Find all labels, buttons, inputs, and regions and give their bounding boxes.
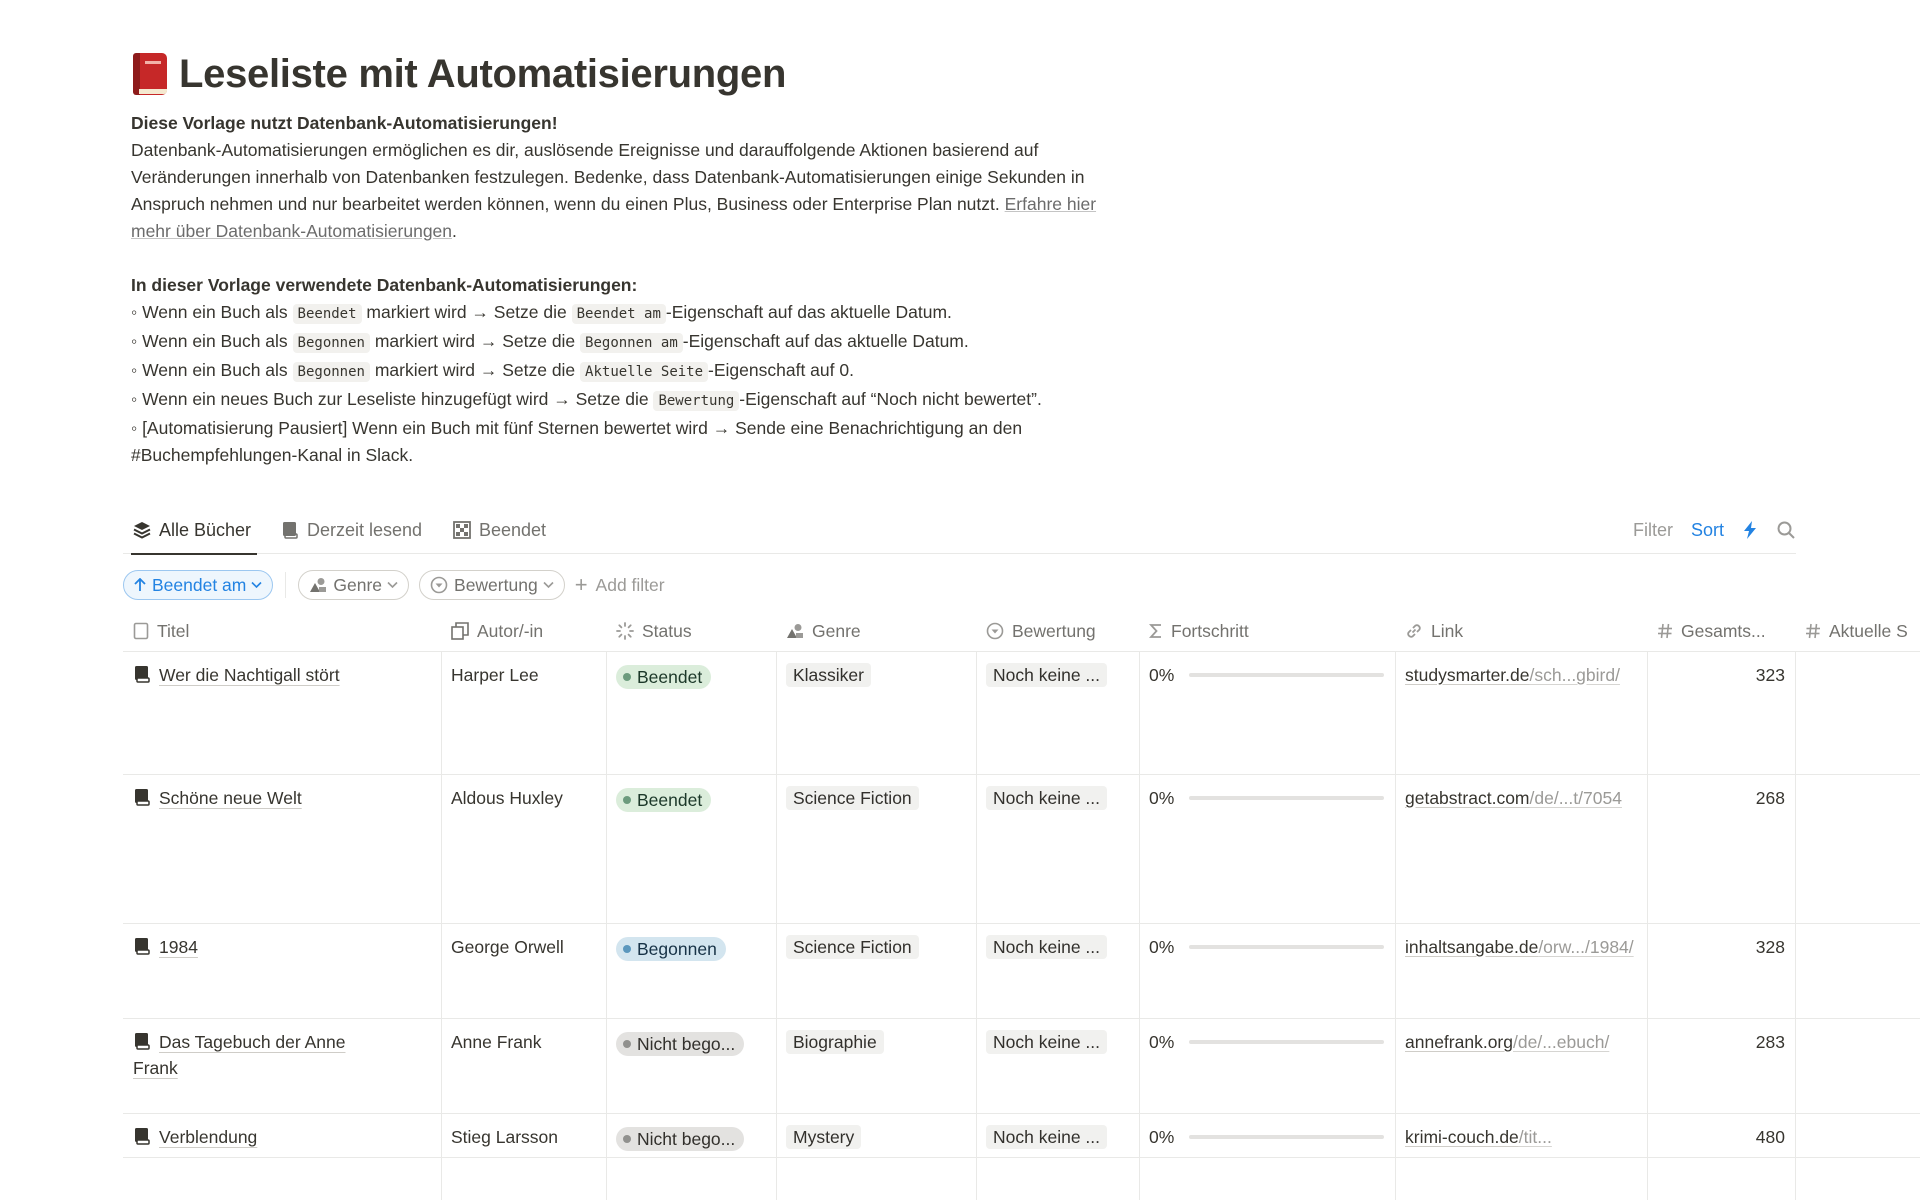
page-description: [131, 110, 1116, 469]
column-header-aktuelle-seite[interactable]: Aktuelle S: [1795, 610, 1920, 652]
code-begonnen: Begonnen: [293, 362, 370, 382]
progress-label: 0%: [1149, 937, 1175, 957]
current-page-cell[interactable]: [1795, 653, 1920, 774]
table-row[interactable]: [123, 1115, 1920, 1158]
author-cell[interactable]: George Orwell: [451, 937, 564, 957]
tab-derzeit-lesend[interactable]: [281, 506, 422, 554]
status-cell[interactable]: [606, 653, 776, 774]
link-path[interactable]: /de/...ebuch/: [1513, 1032, 1610, 1052]
current-page-cell[interactable]: [1795, 925, 1920, 1018]
rating-tag: Noch keine ...: [986, 786, 1107, 810]
shapes-icon: [786, 623, 804, 639]
author-cell[interactable]: Harper Lee: [451, 665, 539, 685]
red-book-icon[interactable]: [131, 51, 169, 97]
genre-cell[interactable]: [776, 1020, 976, 1113]
total-pages-cell[interactable]: 323: [1755, 665, 1785, 685]
progress-cell: [1139, 925, 1395, 1018]
code-aktuelle-seite: Aktuelle Seite: [580, 362, 708, 382]
progress-label: 0%: [1149, 788, 1175, 808]
intro-text: Datenbank-Automatisierungen ermöglichen es dir, auslösende Ereignisse und darauffolgende Aktionen basierend auf Veränderungen innerhalb von Datenbanken festzulegen. Bedenke, dass Datenbank-Automatisierungen einige Sekunden in Anspruch nehmen und nur bearbeitet werden können, wenn du einen Plus, Business oder Enterprise Plan nutzt.: [131, 140, 1085, 214]
rating-chip-label: Bewertung: [454, 574, 538, 595]
link-icon: [1405, 622, 1423, 640]
status-badge: Begonnen: [616, 937, 726, 961]
rating-cell[interactable]: [976, 1115, 1139, 1157]
table-row[interactable]: [123, 1020, 1920, 1114]
learn-more-link[interactable]: Erfahre hier mehr über Datenbank-Automatisierungen: [131, 194, 1097, 241]
link-domain[interactable]: getabstract.com: [1405, 788, 1530, 808]
automations-heading: In dieser Vorlage verwendete Datenbank-Automatisierungen:: [131, 275, 638, 295]
book-page-icon: [133, 665, 151, 683]
progress-label: 0%: [1149, 1032, 1175, 1052]
rating-tag: Noch keine ...: [986, 1125, 1107, 1149]
book-title[interactable]: Schöne neue Welt: [159, 788, 302, 808]
page-icon: [133, 622, 149, 640]
total-pages-cell[interactable]: 268: [1755, 788, 1785, 808]
view-tabs: [123, 506, 1796, 554]
genre-cell[interactable]: [776, 925, 976, 1018]
column-header-link[interactable]: Link: [1395, 610, 1647, 652]
arrow-up-icon: [134, 578, 146, 592]
rating-cell[interactable]: [976, 653, 1139, 774]
search-icon[interactable]: [1776, 520, 1796, 540]
genre-tag: Klassiker: [786, 663, 871, 687]
rating-cell[interactable]: [976, 925, 1139, 1018]
filter-button[interactable]: Filter: [1632, 519, 1673, 540]
link-cell[interactable]: [1395, 1115, 1647, 1157]
status-spinner-icon: [616, 622, 634, 640]
link-domain[interactable]: annefrank.org: [1405, 1032, 1513, 1052]
chevron-down-icon: [387, 581, 398, 589]
progress-label: 0%: [1149, 665, 1175, 685]
chevron-down-icon: [543, 581, 554, 589]
book-page-icon: [133, 1127, 151, 1145]
current-page-cell[interactable]: [1795, 776, 1920, 923]
link-cell[interactable]: [1395, 776, 1647, 923]
link-path[interactable]: /sch...gbird/: [1529, 665, 1620, 685]
table-row[interactable]: [123, 925, 1920, 1019]
column-header-titel[interactable]: Titel: [123, 610, 441, 652]
rating-filter-chip[interactable]: [419, 570, 565, 600]
progress-bar: [1189, 1040, 1384, 1044]
books-icon: [451, 622, 469, 640]
automation-item: ◦ Wenn ein neues Buch zur Leseliste hinzugefügt wird → Setze die Bewertung -Eigenschaft auf “Noch nicht bewertet”.: [131, 389, 1042, 409]
number-icon: [1657, 623, 1673, 639]
view-toolbar: [1633, 506, 1796, 554]
link-cell[interactable]: [1395, 653, 1647, 774]
rating-tag: Noch keine ...: [986, 663, 1107, 687]
table-row[interactable]: [123, 776, 1920, 924]
tab-label: Alle Bücher: [159, 519, 252, 540]
intro-paragraph: Datenbank-Automatisierungen ermöglichen es dir, auslösende Ereignisse und darauffolgende Aktionen basierend auf Veränderungen innerhalb von Datenbanken festzulegen. Bedenke, dass Datenbank-Automatisierungen einige Sekunden in Anspruch nehmen und nur bearbeitet werden können, wenn du einen Plus, Business oder Enterprise Plan nutzt. Erfahre hier mehr über Datenbank-Automatisierungen.: [131, 140, 1097, 241]
total-pages-cell[interactable]: 328: [1755, 937, 1785, 957]
genre-cell[interactable]: [776, 1115, 976, 1157]
book-title[interactable]: Verblendung: [159, 1127, 258, 1147]
link-path[interactable]: /tit...: [1518, 1127, 1552, 1147]
tab-label: Beendet: [479, 519, 547, 540]
filter-bar: [123, 569, 665, 601]
number-icon: [1805, 623, 1821, 639]
genre-tag: Mystery: [786, 1125, 861, 1149]
title-cell[interactable]: [123, 653, 441, 774]
code-beendet-am: Beendet am: [572, 304, 666, 324]
status-cell[interactable]: [606, 1115, 776, 1157]
status-cell[interactable]: [606, 925, 776, 1018]
rating-tag: Noch keine ...: [986, 935, 1107, 959]
title-cell[interactable]: [123, 776, 441, 923]
sort-chip-label: Beendet am: [152, 574, 247, 595]
lightning-icon[interactable]: [1742, 520, 1758, 540]
select-circle-icon: [430, 576, 448, 594]
add-filter-label: Add filter: [595, 574, 665, 595]
title-cell[interactable]: [123, 1020, 373, 1113]
link-path[interactable]: /orw.../1984/: [1538, 937, 1634, 957]
stack-icon: [133, 521, 151, 539]
automation-item: ◦ [Automatisierung Pausiert] Wenn ein Buch mit fünf Sternen bewertet wird → Sende eine Benachrichtigung an den #Buchempfehlungen-Kanal in Slack.: [131, 418, 1023, 465]
automation-item: ◦ Wenn ein Buch als Beendet markiert wird → Setze die Beendet am -Eigenschaft auf das aktuelle Datum.: [131, 302, 952, 322]
status-cell[interactable]: [606, 776, 776, 923]
genre-filter-chip[interactable]: [298, 570, 409, 600]
tab-beendet[interactable]: [453, 506, 546, 554]
book-page-icon: [133, 788, 151, 806]
code-begonnen: Begonnen: [293, 333, 370, 353]
progress-cell: [1139, 1115, 1395, 1157]
current-page-cell[interactable]: [1795, 1020, 1920, 1113]
progress-bar: [1189, 673, 1384, 677]
book-page-icon: [133, 1032, 151, 1050]
genre-cell[interactable]: [776, 776, 976, 923]
progress-bar: [1189, 796, 1384, 800]
sigma-icon: [1149, 623, 1163, 639]
link-cell[interactable]: [1395, 925, 1647, 1018]
shapes-icon: [309, 577, 327, 593]
table-header: [123, 610, 1920, 652]
column-header-fortschritt[interactable]: Fortschritt: [1139, 610, 1395, 652]
book-page-icon: [133, 937, 151, 955]
sort-chip[interactable]: [123, 570, 273, 600]
checkered-flag-icon: [453, 521, 471, 539]
genre-chip-label: Genre: [333, 574, 383, 595]
link-path[interactable]: /de/...t/7054: [1529, 788, 1622, 808]
progress-label: 0%: [1149, 1127, 1175, 1147]
automation-item: ◦ Wenn ein Buch als Begonnen markiert wird → Setze die Aktuelle Seite -Eigenschaft auf 0.: [131, 360, 854, 380]
genre-tag: Science Fiction: [786, 935, 919, 959]
column-header-autor[interactable]: Autor/-in: [441, 610, 606, 652]
page-title[interactable]: Leseliste mit Automatisierungen: [179, 51, 787, 96]
genre-tag: Biographie: [786, 1030, 884, 1054]
status-badge: Beendet: [616, 665, 711, 689]
sort-button[interactable]: Sort: [1690, 519, 1724, 540]
column-header-gesamtseiten[interactable]: Gesamts...: [1647, 610, 1795, 652]
link-cell[interactable]: [1395, 1020, 1647, 1113]
book-title[interactable]: Das Tagebuch der Anne Frank: [133, 1032, 346, 1078]
rating-cell[interactable]: [976, 1020, 1139, 1113]
column-header-bewertung[interactable]: Bewertung: [976, 610, 1139, 652]
title-cell[interactable]: [123, 925, 441, 1018]
status-badge: Beendet: [616, 788, 711, 812]
book-icon: [281, 521, 299, 539]
rating-tag: Noch keine ...: [986, 1030, 1107, 1054]
author-cell[interactable]: Anne Frank: [451, 1032, 542, 1052]
table-row[interactable]: [123, 653, 1920, 775]
total-pages-cell[interactable]: 480: [1755, 1127, 1785, 1147]
add-filter-button[interactable]: [575, 574, 665, 596]
status-cell[interactable]: [606, 1020, 776, 1113]
progress-bar: [1189, 945, 1384, 949]
total-pages-cell[interactable]: 283: [1755, 1032, 1785, 1052]
intro-heading: Diese Vorlage nutzt Datenbank-Automatisierungen!: [131, 113, 558, 133]
current-page-cell[interactable]: [1795, 1115, 1920, 1157]
title-cell[interactable]: [123, 1115, 441, 1157]
tab-alle-buecher[interactable]: [133, 506, 251, 554]
author-cell[interactable]: Stieg Larsson: [451, 1127, 559, 1147]
page-header: [131, 48, 1131, 100]
page-content: [131, 48, 1131, 469]
progress-cell: [1139, 776, 1395, 923]
link-domain[interactable]: studysmarter.de: [1405, 665, 1530, 685]
progress-cell: [1139, 1020, 1395, 1113]
book-title[interactable]: Wer die Nachtigall stört: [159, 665, 340, 685]
rating-cell[interactable]: [976, 776, 1139, 923]
plus-icon: +: [574, 572, 588, 597]
link-domain[interactable]: inhaltsangabe.de: [1405, 937, 1539, 957]
status-badge: Nicht bego...: [616, 1127, 744, 1151]
book-title[interactable]: 1984: [159, 937, 198, 957]
column-header-genre[interactable]: Genre: [776, 610, 976, 652]
author-cell[interactable]: Aldous Huxley: [451, 788, 563, 808]
tab-label: Derzeit lesend: [307, 519, 423, 540]
code-beendet: Beendet: [293, 304, 362, 324]
progress-bar: [1189, 1135, 1384, 1139]
link-domain[interactable]: krimi-couch.de: [1405, 1127, 1519, 1147]
column-header-status[interactable]: Status: [606, 610, 776, 652]
status-badge: Nicht bego...: [616, 1032, 744, 1056]
select-circle-icon: [986, 622, 1004, 640]
genre-cell[interactable]: [776, 653, 976, 774]
code-bewertung: Bewertung: [653, 391, 739, 411]
code-begonnen-am: Begonnen am: [580, 333, 683, 353]
genre-tag: Science Fiction: [786, 786, 919, 810]
chevron-down-icon: [251, 581, 262, 589]
progress-cell: [1139, 653, 1395, 774]
automation-item: ◦ Wenn ein Buch als Begonnen markiert wird → Setze die Begonnen am -Eigenschaft auf das aktuelle Datum.: [131, 331, 969, 351]
